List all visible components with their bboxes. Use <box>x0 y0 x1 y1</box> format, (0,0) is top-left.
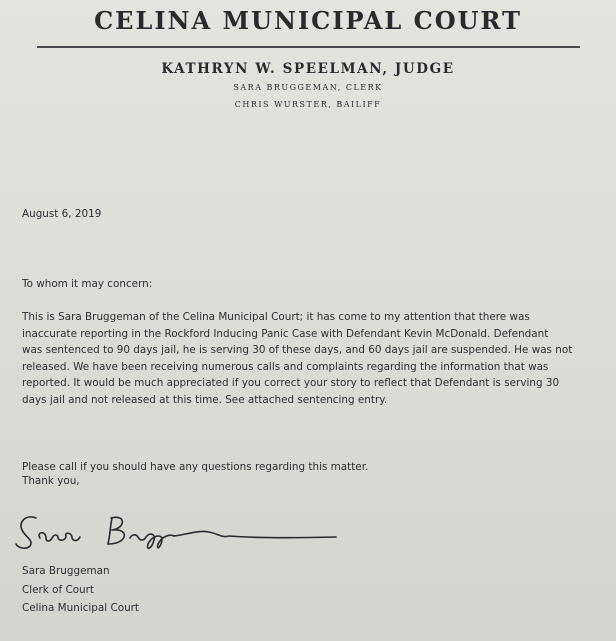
body-line: released. We have been receiving numerous calls and complaints regarding the information that was <box>22 360 549 373</box>
salutation: To whom it may concern: <box>22 278 153 290</box>
body-line: reported. It would be much appreciated if you correct your story to reflect that Defendant is serving 30 <box>22 377 560 389</box>
body-line: days jail and not released at this time. See attached sentencing entry. <box>22 393 388 406</box>
bailiff-line: CHRIS WURSTER, BAILIFF <box>234 100 382 109</box>
signer-title: Clerk of Court <box>22 584 94 596</box>
clerk-line: SARA BRUGGEMAN, CLERK <box>233 83 383 92</box>
signer-org: Celina Municipal Court <box>22 602 139 614</box>
body-line: inaccurate reporting in the Rockford Inducing Panic Case with Defendant Kevin McDonald. Defendant <box>22 327 549 340</box>
letter-body <box>22 309 602 408</box>
body-line: This is Sara Bruggeman of the Celina Municipal Court; it has come to my attention that there was <box>22 311 530 323</box>
judge-line: KATHRYN W. SPEELMAN, JUDGE <box>161 61 455 77</box>
letterhead-rule <box>37 46 580 48</box>
handwritten-signature <box>14 504 344 554</box>
letter-date: August 6, 2019 <box>22 208 102 220</box>
body-line: was sentenced to 90 days jail, he is serving 30 of these days, and 60 days jail are suspended. He was not <box>22 344 573 356</box>
court-name: CELINA MUNICIPAL COURT <box>94 6 522 35</box>
closing: Thank you, <box>22 475 80 487</box>
call-line: Please call if you should have any questions regarding this matter. <box>22 461 369 473</box>
signer-name: Sara Bruggeman <box>22 565 110 577</box>
